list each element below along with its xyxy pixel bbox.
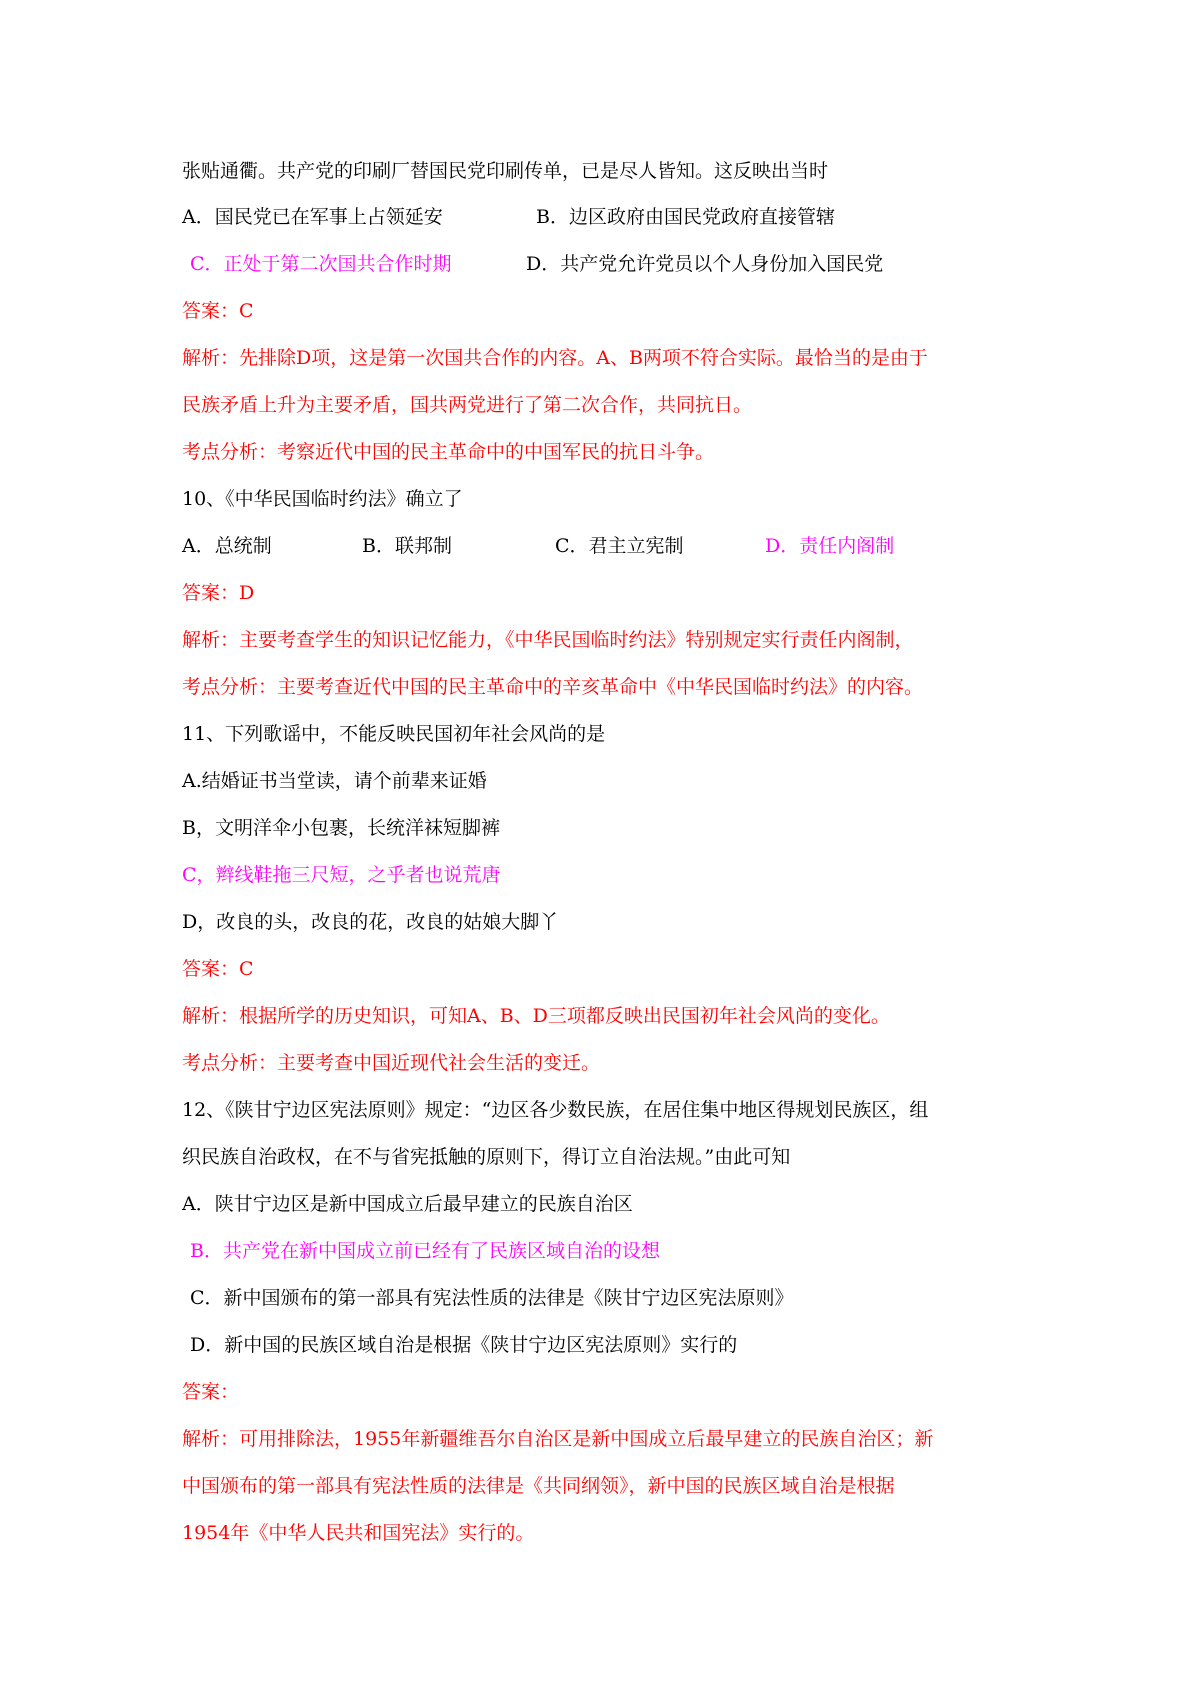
q9-option-a: A．国民党已在军事上占领延安 (182, 206, 443, 228)
q12-option-d: D．新中国的民族区域自治是根据《陕甘宁边区宪法原则》实行的 (190, 1334, 738, 1356)
q11-point: 考点分析：主要考查中国近现代社会生活的变迁。 (182, 1052, 601, 1074)
q12-analysis-line-2: 中国颁布的第一部具有宪法性质的法律是《共同纲领》，新中国的民族区域自治是根据 (182, 1475, 895, 1497)
q12-stem-line-2: 织民族自治政权，在不与省宪抵触的原则下，得订立自治法规。”由此可知 (182, 1146, 791, 1168)
q12-option-a: A．陕甘宁边区是新中国成立后最早建立的民族自治区 (182, 1193, 633, 1215)
q11-option-b: B，文明洋伞小包裹，长统洋袜短脚裤 (182, 817, 500, 839)
q10-stem: 10、《中华民国临时约法》确立了 (182, 488, 463, 510)
q11-option-d: D，改良的头，改良的花，改良的姑娘大脚丫 (182, 911, 559, 933)
q9-analysis-line-2: 民族矛盾上升为主要矛盾，国共两党进行了第二次合作，共同抗日。 (182, 394, 753, 416)
q12-option-b-correct: B．共产党在新中国成立前已经有了民族区域自治的设想 (190, 1240, 660, 1262)
q12-answer: 答案： (182, 1381, 240, 1403)
q9-option-d: D．共产党允许党员以个人身份加入国民党 (526, 253, 884, 275)
q11-option-c-correct: C，辫线鞋拖三尺短，之乎者也说荒唐 (182, 864, 501, 886)
q9-point: 考点分析：考察近代中国的民主革命中的中国军民的抗日斗争。 (182, 441, 715, 463)
q9-option-b: B．边区政府由国民党政府直接管辖 (536, 206, 835, 228)
q10-option-b: B．联邦制 (362, 535, 452, 557)
q12-analysis-line-3: 1954年《中华人民共和国宪法》实行的。 (182, 1522, 535, 1544)
q10-point: 考点分析：主要考查近代中国的民主革命中的辛亥革命中《中华民国临时约法》的内容。 (182, 676, 924, 698)
q11-answer: 答案：C (182, 958, 254, 980)
q11-analysis: 解析：根据所学的历史知识，可知A、B、D三项都反映出民国初年社会风尚的变化。 (182, 1005, 890, 1027)
q9-option-c-correct: C．正处于第二次国共合作时期 (190, 253, 452, 275)
q11-stem: 11、下列歌谣中，不能反映民国初年社会风尚的是 (182, 723, 606, 745)
q11-option-a: A.结婚证书当堂读，请个前辈来证婚 (182, 770, 487, 792)
q10-option-a: A．总统制 (182, 535, 272, 557)
q9-analysis-line-1: 解析：先排除D项，这是第一次国共合作的内容。A、B两项不符合实际。最恰当的是由于 (182, 347, 928, 369)
q9-stem-tail: 张贴通衢。共产党的印刷厂替国民党印刷传单，已是尽人皆知。这反映出当时 (182, 160, 829, 182)
q12-option-c: C．新中国颁布的第一部具有宪法性质的法律是《陕甘宁边区宪法原则》 (190, 1287, 794, 1309)
q12-analysis-line-1: 解析：可用排除法，1955年新疆维吾尔自治区是新中国成立后最早建立的民族自治区；新 (182, 1428, 934, 1450)
q12-stem-line-1: 12、《陕甘宁边区宪法原则》规定：“边区各少数民族，在居住集中地区得规划民族区，组 (182, 1099, 929, 1121)
q10-option-d-correct: D．责任内阁制 (765, 535, 895, 557)
q9-answer: 答案：C (182, 300, 254, 322)
q10-analysis: 解析：主要考查学生的知识记忆能力，《中华民国临时约法》特别规定实行责任内阁制， (182, 629, 914, 651)
q10-answer: 答案：D (182, 582, 255, 604)
q10-option-c: C．君主立宪制 (555, 535, 684, 557)
